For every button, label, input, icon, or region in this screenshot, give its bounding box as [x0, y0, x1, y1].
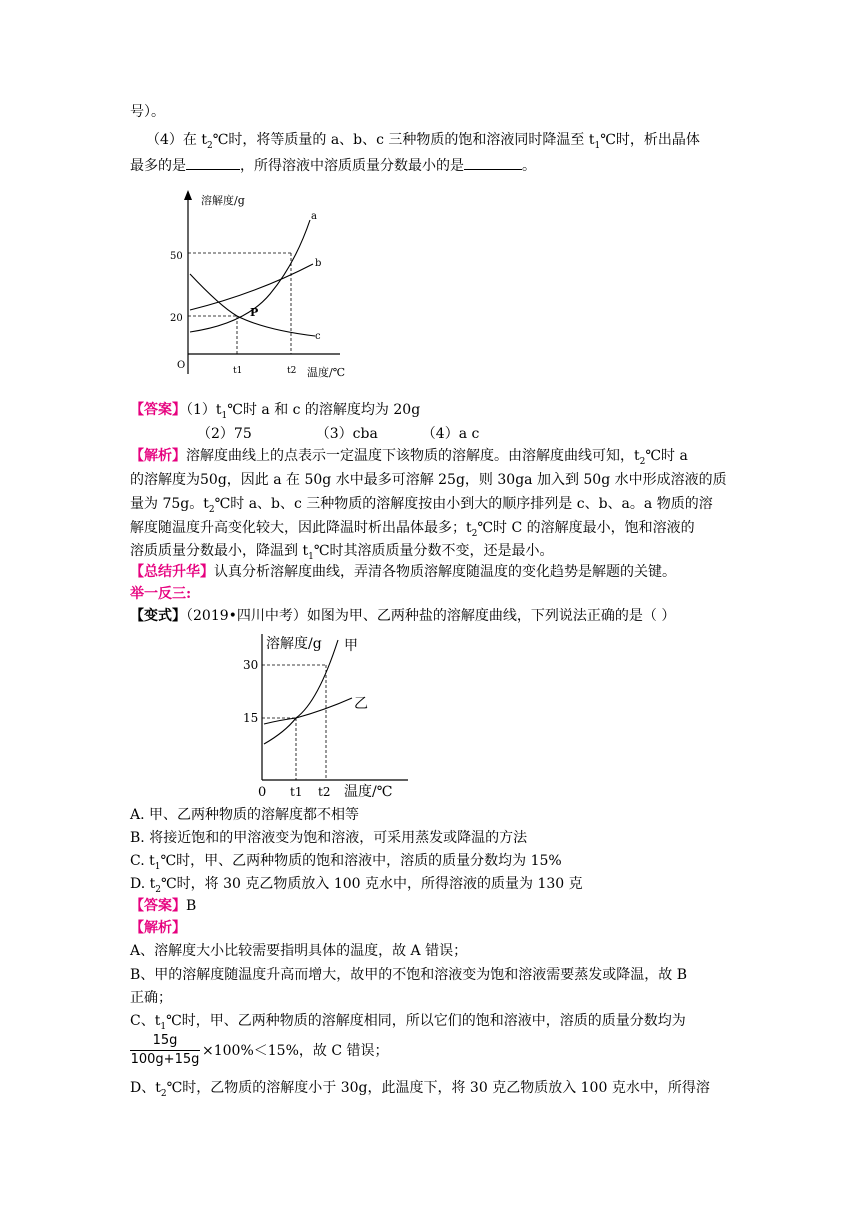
ytick-50: 50: [170, 251, 183, 262]
ytick-30: 30: [243, 658, 259, 672]
chart2-xlabel: 温度/℃: [344, 784, 393, 798]
solubility-chart-2: [240, 632, 410, 798]
analysis-2-b1: B、甲的溶解度随温度升高而增大，故甲的不饱和溶液变为饱和溶液需要蒸发或降温，故 B: [130, 967, 688, 983]
chart1-ylabel: 溶解度/g: [201, 194, 245, 207]
option-d: D. $t_2℃$时，将 30 克乙物质放入 100 克水中，所得溶液的质量为 130 克: [130, 876, 583, 895]
point-p: P: [250, 306, 259, 319]
analysis-2-a: A、溶解度大小比较需要指明具体的温度，故 A 错误；: [130, 943, 468, 959]
solubility-chart-1: [165, 186, 365, 386]
fraction-tail: ×100%＜15%，故 C 错误；: [202, 1043, 389, 1059]
label-c: c: [315, 331, 321, 342]
question-4-line1: （4）在 $t_2℃$时，将等质量的 a、b、c 三种物质的饱和溶液同时降温至 $t_1℃$时，析出晶体: [146, 132, 700, 151]
analysis-1-line3: 量为 75g。$t_2℃$时 a、b、c 三种物质的溶解度按由小到大的顺序排列是 c、b、a。a 物质的溶: [130, 496, 713, 515]
origin-label: O: [177, 360, 186, 371]
label-b: b: [315, 258, 322, 269]
xtick-t1: t1: [290, 785, 303, 798]
question-fragment: 号）。: [130, 104, 165, 120]
origin-label: 0: [258, 785, 267, 798]
y-axis-arrow: [184, 190, 192, 200]
practice-heading: 举一反三:: [130, 586, 192, 602]
xtick-t2: t2: [287, 366, 297, 376]
chart2-ylabel: 溶解度/g: [266, 636, 322, 652]
answer-1-line1: 【答案】$(1)t_1℃$时 a 和 c 的溶解度均为 20g: [130, 402, 421, 421]
xtick-t2: t2: [318, 785, 331, 798]
option-a: A. 甲、乙两种物质的溶解度都不相等: [130, 807, 360, 823]
analysis-1-line5: 溶质质量分数最小，降温到 $t_1℃$时其溶质质量分数不变，还是最小。: [130, 543, 554, 562]
fraction-numerator: 15g: [130, 1032, 200, 1051]
summary: 【总结升华】认真分析溶解度曲线，弄清各物质溶解度随温度的变化趋势是解题的关键。: [130, 564, 676, 580]
xtick-t1: t1: [233, 366, 243, 376]
answer-2: 【答案】B: [130, 898, 197, 914]
curve-jia: [264, 640, 338, 744]
variant-question: 【变式】（2019•四川中考）如图为甲、乙两种盐的溶解度曲线，下列说法正确的是（ ）: [130, 608, 676, 624]
fraction: [130, 1032, 200, 1069]
analysis-2-c1: C、$t_1℃$时，甲、乙两种物质的溶解度相同，所以它们的饱和溶液中，溶质的质量分数均为: [130, 1013, 686, 1032]
analysis-2-b2: 正确；: [130, 990, 172, 1006]
analysis-1-line4: 解度随温度升高变化较大，因此降温时析出晶体最多；$t_2℃$时 C 的溶解度最小，饱和溶液的: [130, 520, 695, 539]
analysis-1-line2: 的溶解度为50g，因此 a 在 50g 水中最多可溶解 25g，则 30ga 加入到 50g 水中形成溶液的质: [130, 472, 727, 488]
fraction-denominator: 100g+15g: [130, 1052, 200, 1067]
chart1-xlabel: 温度/℃: [307, 366, 346, 379]
option-b: B. 将接近饱和的甲溶液变为饱和溶液，可采用蒸发或降温的方法: [130, 830, 528, 846]
curve-yi: [264, 698, 352, 724]
option-c: C. $t_1℃$时，甲、乙两种物质的饱和溶液中，溶质的质量分数均为 15%: [130, 853, 562, 872]
analysis-2-heading: 【解析】: [130, 920, 186, 936]
ytick-15: 15: [243, 711, 259, 725]
answer-1-line2: （2）75 （3）cba （4）a c: [197, 426, 480, 442]
label-yi: 乙: [354, 696, 368, 712]
curve-b: [190, 264, 313, 310]
analysis-1-line1: 【解析】溶解度曲线上的点表示一定温度下该物质的溶解度。由溶解度曲线可知，$t_2℃$时 a: [130, 448, 688, 467]
label-jia: 甲: [344, 638, 358, 654]
question-4-line2: 最多的是 ，所得溶液中溶质质量分数最小的是 。: [130, 158, 536, 174]
label-a: a: [311, 211, 317, 222]
ytick-20: 20: [170, 313, 183, 324]
analysis-2-d: D、$t_2℃$时，乙物质的溶解度小于 30g，此温度下，将 30 克乙物质放入 100 克水中，所得溶: [130, 1080, 710, 1099]
